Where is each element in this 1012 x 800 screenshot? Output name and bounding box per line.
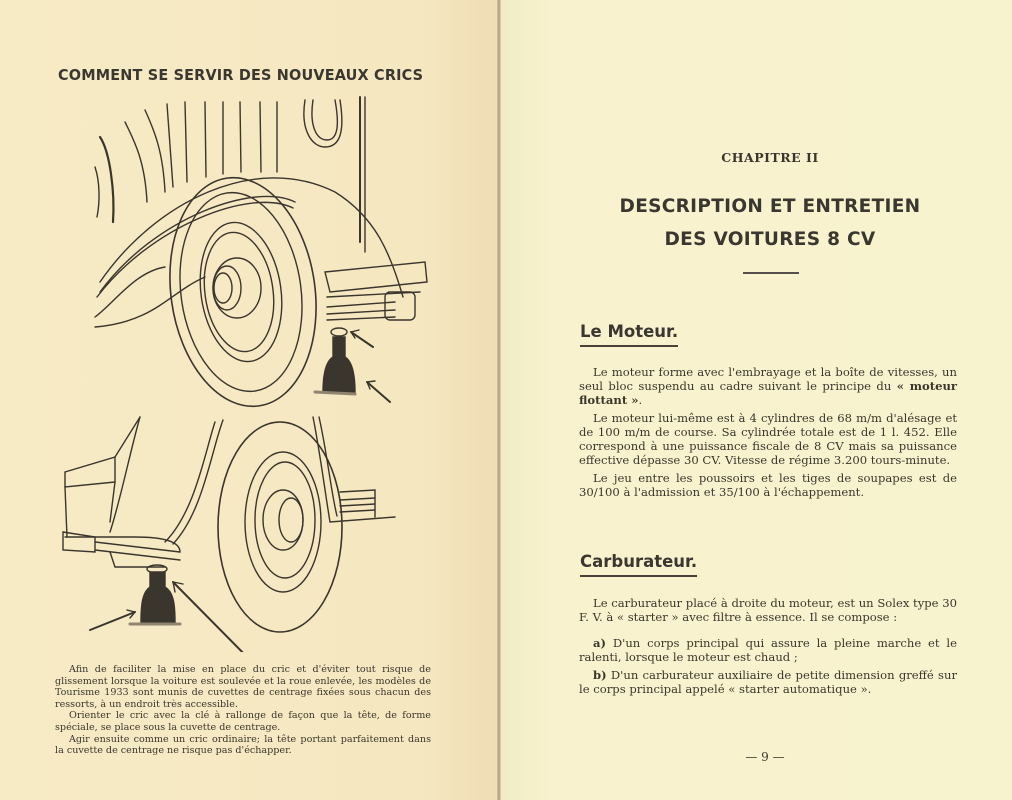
paragraph: Le moteur forme avec l'embrayage et la boîte de vitesses, un seul bloc suspendu au cadre suivant le principe du « moteur flottant ». — [579, 365, 957, 407]
section-body-carburateur — [579, 596, 957, 700]
section-heading-moteur: Le Moteur. — [580, 322, 678, 347]
illustration-caption — [55, 664, 431, 757]
chapter-title-line: DESCRIPTION ET ENTRETIEN — [619, 196, 921, 217]
section-body-moteur — [579, 365, 957, 503]
caption-paragraph: Afin de faciliter la mise en place du cric et d'éviter tout risque de glissement lorsque la voiture est soulevée et la roue enlevée, les modèles de Tourisme 1933 sont munis de cuvettes de centrage fixées sous chacun des ressorts, à un endroit très accessible. — [55, 664, 431, 710]
caption-paragraph: Agir ensuite comme un cric ordinaire; la tête portant parfaitement dans la cuvette de centrage ne risque pas d'échapper. — [55, 733, 431, 757]
chapter-title-line: DES VOITURES 8 CV — [664, 229, 876, 250]
paragraph: Le jeu entre les poussoirs et les tiges de soupapes est de 30/100 à l'admission et 35/100 à l'échappement. — [579, 471, 957, 499]
list-item: b) D'un carburateur auxiliaire de petite dimension greffé sur le corps principal appelé « starter automatique ». — [579, 668, 957, 696]
jack-illustration — [55, 92, 435, 652]
rear-wheel-lifted-by-jack-icon — [95, 97, 427, 416]
page-number: — 9 — — [745, 750, 785, 764]
list-item: a) D'un corps principal qui assure la pleine marche et le ralenti, lorsque le moteur est chaud ; — [579, 636, 957, 664]
chapter-label: CHAPITRE II — [721, 150, 819, 165]
chapter-title — [560, 190, 980, 256]
front-wheel-lifted-by-jack-icon — [63, 417, 395, 652]
section-heading-carburateur: Carburateur. — [580, 552, 697, 577]
chapter-divider — [743, 272, 799, 274]
paragraph: Le carburateur placé à droite du moteur, est un Solex type 30 F. V. à « starter » avec filtre à essence. Il se compose : — [579, 596, 957, 624]
left-page-title: COMMENT SE SERVIR DES NOUVEAUX CRICS — [58, 66, 424, 84]
paragraph: Le moteur lui-même est à 4 cylindres de 68 m/m d'alésage et de 100 m/m de course. Sa cylindrée totale est de 1 l. 452. Elle correspond à une puissance fiscale de 8 CV mais sa puissance effective dépasse 30 CV. Vitesse de régime 3.200 tours-minute. — [579, 411, 957, 467]
caption-paragraph: Orienter le cric avec la clé à rallonge de façon que la tête, de forme spéciale, se place sous la cuvette de centrage. — [55, 710, 431, 733]
